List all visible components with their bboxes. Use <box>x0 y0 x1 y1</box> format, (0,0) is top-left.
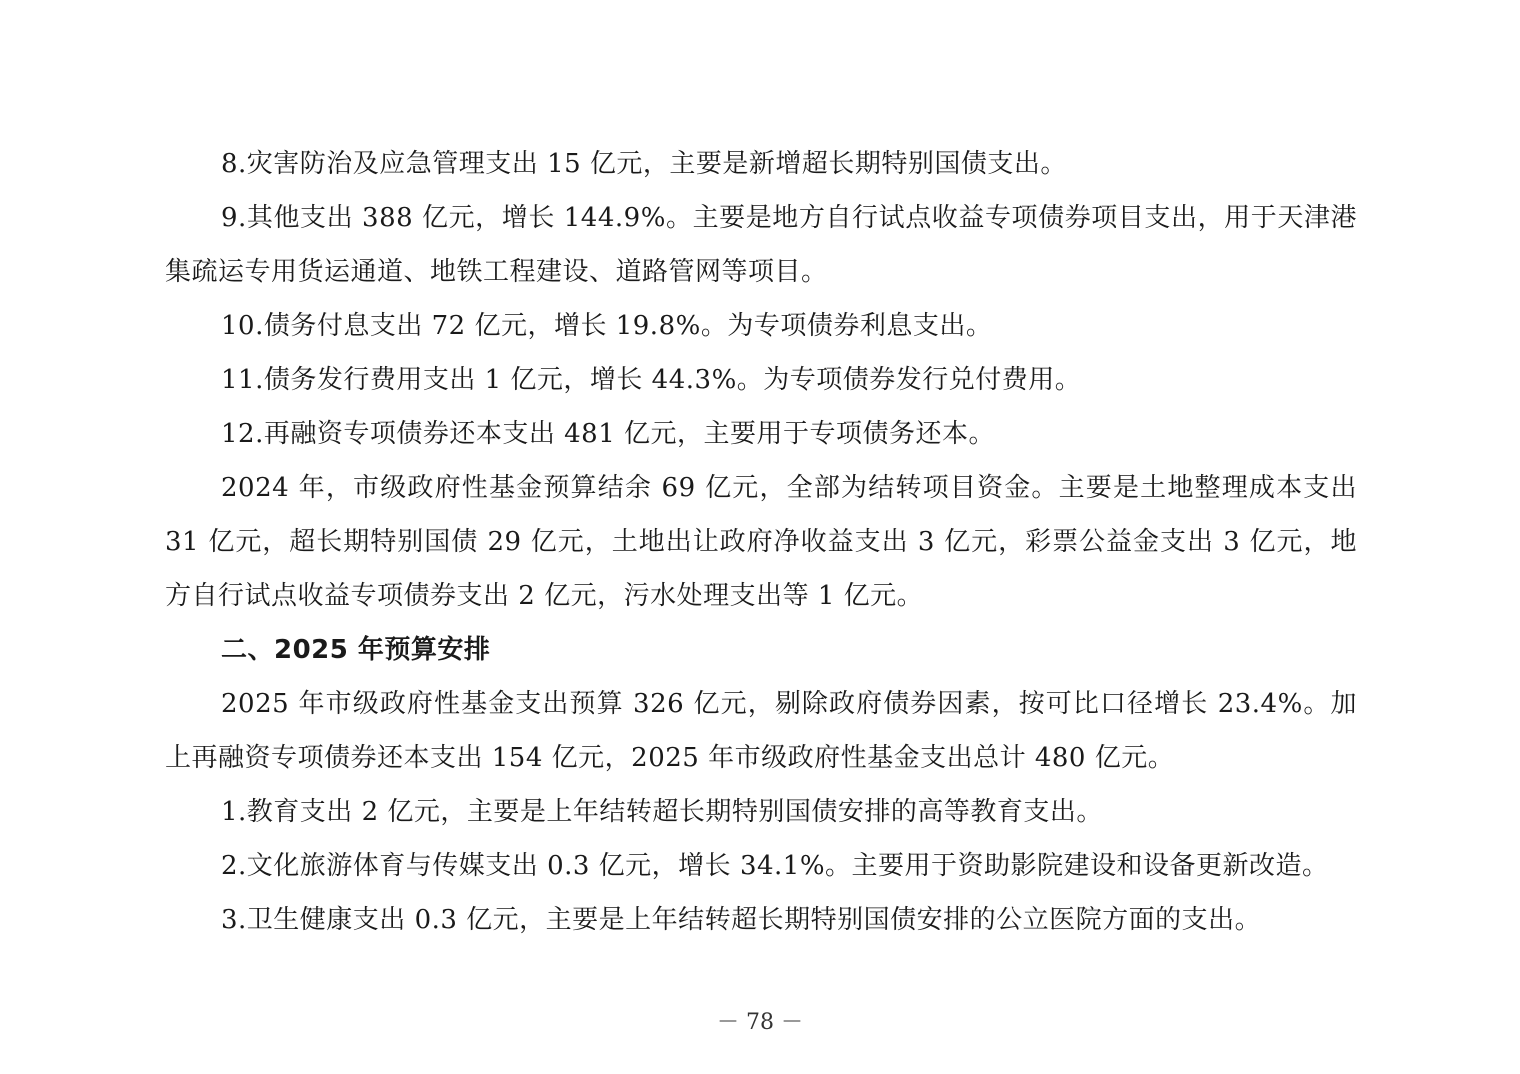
section-heading-2025-budget: 二、2025 年预算安排 <box>221 635 491 665</box>
paragraph-culture-tourism-expenditure: 2.文化旅游体育与传媒支出 0.3 亿元，增长 34.1%。主要用于资助影院建设和设备更新改造。 <box>221 851 1329 881</box>
paragraph-disaster-prevention: 8.灾害防治及应急管理支出 15 亿元，主要是新增超长期特别国债支出。 <box>221 149 1067 179</box>
paragraph-debt-issuance-fees: 11.债务发行费用支出 1 亿元，增长 44.3%。为专项债券发行兑付费用。 <box>221 365 1082 395</box>
paragraph-2024-balance: 2024 年，市级政府性基金预算结余 69 亿元，全部为结转项目资金。主要是土地整理成本支出 31 亿元，超长期特别国债 29 亿元，土地出让政府净收益支出 3 亿元，彩票公益金支出 3 亿元，地方自行试点收益专项债券支出 2 亿元，污水处理支出等 1 亿元。 <box>165 473 1357 611</box>
paragraph-2025-budget-summary: 2025 年市级政府性基金支出预算 326 亿元，剔除政府债券因素，按可比口径增长 23.4%。加上再融资专项债券还本支出 154 亿元，2025 年市级政府性基金支出总计 480 亿元。 <box>165 689 1357 773</box>
paragraph-health-expenditure: 3.卫生健康支出 0.3 亿元，主要是上年结转超长期特别国债安排的公立医院方面的支出。 <box>221 905 1262 935</box>
paragraph-refinancing-bond-repayment: 12.再融资专项债券还本支出 481 亿元，主要用于专项债务还本。 <box>221 419 996 449</box>
paragraph-other-expenditure: 9.其他支出 388 亿元，增长 144.9%。主要是地方自行试点收益专项债券项目支出，用于天津港集疏运专用货运通道、地铁工程建设、道路管网等项目。 <box>165 203 1357 287</box>
paragraph-debt-interest: 10.债务付息支出 72 亿元，增长 19.8%。为专项债券利息支出。 <box>221 311 993 341</box>
page-number: － 78 － <box>717 1010 803 1035</box>
paragraph-education-expenditure: 1.教育支出 2 亿元，主要是上年结转超长期特别国债安排的高等教育支出。 <box>221 797 1103 827</box>
body-text <box>165 137 1357 947</box>
